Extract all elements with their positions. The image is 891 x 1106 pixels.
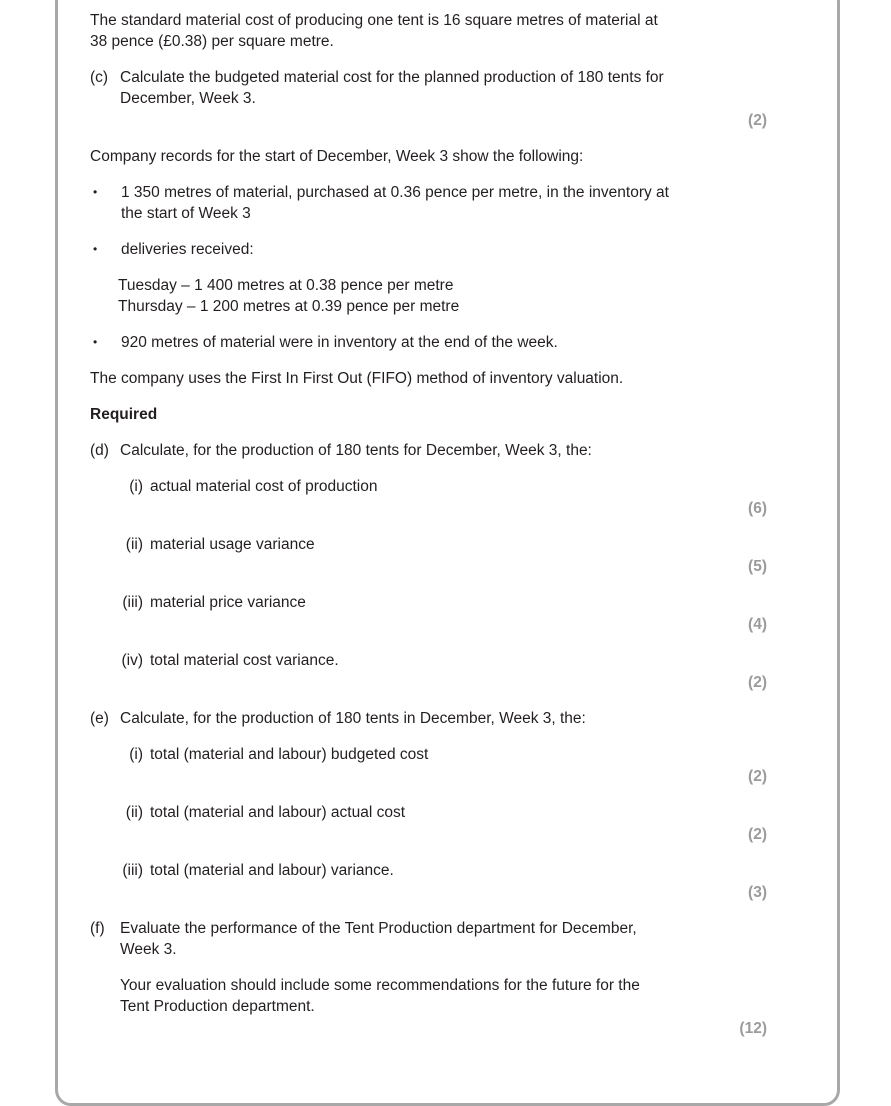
question-text-line: Week 3. [120, 941, 177, 958]
subquestion-label: (i) [129, 746, 143, 763]
bullet-item-inventory-end [90, 332, 767, 353]
subquestion-text: total (material and labour) variance. [150, 862, 394, 879]
bullet-text [121, 239, 767, 260]
question-e-item-ii [111, 802, 767, 823]
question-e [90, 708, 767, 729]
question-label: (d) [90, 442, 109, 459]
bullet-item-deliveries [90, 239, 767, 260]
bullet-text-line: the start of Week 3 [121, 205, 251, 222]
exam-question-page [90, 0, 767, 1039]
subquestion-text: material usage variance [150, 536, 315, 553]
marks-badge: (2) [748, 112, 767, 129]
question-f [90, 918, 767, 960]
intro-paragraph [90, 10, 767, 52]
bullet-text-line: 920 metres of material were in inventory at the end of the week. [121, 334, 558, 351]
bullet-icon: • [93, 335, 98, 349]
question-text [120, 918, 767, 960]
paragraph-line: The standard material cost of producing one tent is 16 square metres of material at [90, 12, 658, 29]
question-text-line: December, Week 3. [120, 90, 256, 107]
records-intro-paragraph: Company records for the start of December, Week 3 show the following: [90, 148, 584, 165]
subquestion-text: actual material cost of production [150, 478, 378, 495]
marks-badge: (5) [748, 558, 767, 575]
delivery-line-tuesday: Tuesday – 1 400 metres at 0.38 pence per metre [118, 277, 454, 294]
marks-badge: (6) [748, 500, 767, 517]
subquestion-label: (ii) [125, 804, 143, 821]
question-text-line: Calculate the budgeted material cost for the planned production of 180 tents for [120, 69, 664, 86]
question-e-item-iii [111, 860, 767, 881]
fifo-paragraph: The company uses the First In First Out (FIFO) method of inventory valuation. [90, 370, 624, 387]
paragraph-line: 38 pence (£0.38) per square metre. [90, 33, 334, 50]
subquestion-label: (i) [129, 478, 143, 495]
question-text [120, 67, 767, 109]
bullet-text-line: 1 350 metres of material, purchased at 0.36 pence per metre, in the inventory at [121, 184, 669, 201]
bullet-text [121, 332, 767, 353]
required-heading: Required [90, 406, 158, 423]
marks-badge: (2) [748, 826, 767, 843]
question-text-line: Calculate, for the production of 180 tents for December, Week 3, the: [120, 442, 592, 459]
question-label-spacer [90, 975, 120, 1017]
question-label: (f) [90, 920, 105, 937]
subquestion-label: (iii) [122, 862, 143, 879]
delivery-line-thursday: Thursday – 1 200 metres at 0.39 pence per metre [118, 298, 460, 315]
bullet-icon: • [93, 185, 98, 199]
question-d-item-i [111, 476, 767, 497]
subquestion-label: (iv) [121, 652, 143, 669]
subquestion-label: (ii) [125, 536, 143, 553]
question-f-note [90, 975, 767, 1017]
subquestion-text: material price variance [150, 594, 306, 611]
question-text-line: Evaluate the performance of the Tent Production department for December, [120, 920, 637, 937]
question-label: (e) [90, 710, 109, 727]
question-label: (c) [90, 69, 109, 86]
subquestion-text: total (material and labour) actual cost [150, 804, 406, 821]
bullet-text [121, 182, 767, 224]
bullet-text-line: deliveries received: [121, 241, 254, 258]
question-note-text [120, 975, 767, 1017]
subquestion-text: total (material and labour) budgeted cost [150, 746, 429, 763]
marks-badge: (2) [748, 768, 767, 785]
deliveries-detail [118, 275, 767, 317]
question-c [90, 67, 767, 109]
bullet-item-inventory-start [90, 182, 767, 224]
question-d-item-iii [111, 592, 767, 613]
question-d-item-ii [111, 534, 767, 555]
question-d-item-iv [111, 650, 767, 671]
question-text-line: Calculate, for the production of 180 tents in December, Week 3, the: [120, 710, 586, 727]
question-e-item-i [111, 744, 767, 765]
question-d [90, 440, 767, 461]
marks-badge: (12) [739, 1020, 767, 1037]
subquestion-text: total material cost variance. [150, 652, 339, 669]
question-note-line: Your evaluation should include some recommendations for the future for the [120, 977, 640, 994]
marks-badge: (4) [748, 616, 767, 633]
marks-badge: (3) [748, 884, 767, 901]
marks-badge: (2) [748, 674, 767, 691]
subquestion-label: (iii) [122, 594, 143, 611]
bullet-icon: • [93, 242, 98, 256]
question-note-line: Tent Production department. [120, 998, 315, 1015]
